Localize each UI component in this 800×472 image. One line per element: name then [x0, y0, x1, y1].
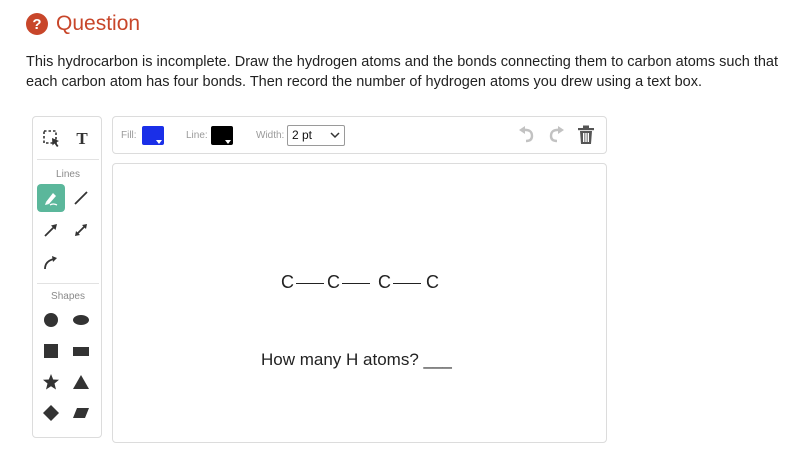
carbon-carbon-bond: [342, 283, 370, 284]
width-select-value: 2 pt: [292, 128, 313, 142]
question-title: Question: [56, 12, 141, 35]
shapes-section-label: Shapes: [51, 291, 85, 302]
line-color-picker[interactable]: [211, 126, 233, 145]
hydrogen-count-prompt: How many H atoms? ___: [261, 350, 452, 369]
chevron-down-icon: [330, 129, 340, 141]
carbon-carbon-bond: [296, 283, 324, 284]
freehand-pen-tool-icon[interactable]: [37, 184, 65, 212]
chevron-down-icon: [225, 140, 231, 144]
carbon-atom: C: [426, 272, 439, 292]
question-text: This hydrocarbon is incomplete. Draw the hydrogen atoms and the bonds connecting them to carbon atoms such that each carbon atom has four bonds. Then record the number of hydrogen atoms you drew using a text box.: [26, 54, 779, 90]
carbon-carbon-bond: [393, 283, 421, 284]
arrow-tool-icon[interactable]: [37, 216, 65, 244]
chevron-down-icon: [156, 140, 162, 144]
toolbox-divider: [37, 283, 99, 284]
rectangle-shape-icon[interactable]: [67, 337, 95, 365]
text-tool-icon[interactable]: [68, 125, 96, 153]
width-select[interactable]: [287, 125, 345, 146]
line-label: Line:: [186, 130, 208, 141]
curved-arrow-tool-icon[interactable]: [37, 248, 65, 276]
drawing-toolbox: [32, 116, 102, 438]
hydrocarbon-structure: [281, 272, 443, 296]
fill-color-picker[interactable]: [142, 126, 164, 145]
drawing-canvas[interactable]: [112, 163, 607, 443]
line-tool-icon[interactable]: [67, 184, 95, 212]
question-icon: ?: [26, 13, 48, 35]
select-tool-icon[interactable]: [38, 125, 66, 153]
drawing-toolbar: [112, 116, 607, 154]
ellipse-shape-icon[interactable]: [67, 306, 95, 334]
lines-section-label: Lines: [56, 169, 80, 180]
toolbox-divider: [37, 159, 99, 160]
question-header: [26, 12, 140, 36]
undo-icon[interactable]: [516, 124, 538, 146]
carbon-atom: C: [327, 272, 340, 292]
diamond-shape-icon[interactable]: [37, 399, 65, 427]
text-tool-label: T: [76, 129, 88, 148]
trash-icon[interactable]: [575, 124, 597, 146]
fill-label: Fill:: [121, 130, 137, 141]
star-shape-icon[interactable]: [37, 368, 65, 396]
redo-icon[interactable]: [545, 124, 567, 146]
circle-shape-icon[interactable]: [37, 306, 65, 334]
square-shape-icon[interactable]: [37, 337, 65, 365]
parallelogram-shape-icon[interactable]: [67, 399, 95, 427]
carbon-atom: C: [378, 272, 391, 292]
triangle-shape-icon[interactable]: [67, 368, 95, 396]
carbon-atom: C: [281, 272, 294, 292]
double-arrow-tool-icon[interactable]: [67, 216, 95, 244]
width-label: Width:: [256, 130, 285, 141]
